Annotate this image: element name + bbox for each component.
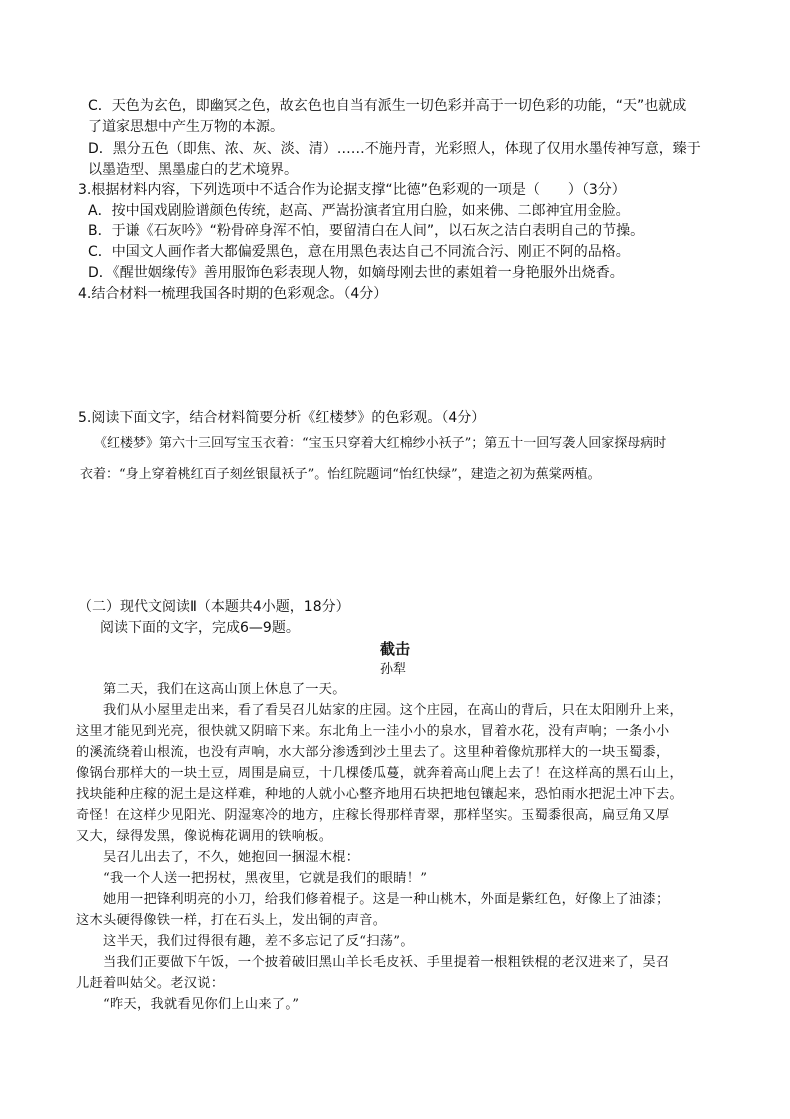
q4-stem: 4.结合材料一梳理我国各时期的色彩观念。（4分） xyxy=(78,286,388,302)
story-paragraph-line: 这半天，我们过得很有趣，差不多忘记了反“扫荡”。 xyxy=(103,934,414,949)
story-paragraph-line: 的溪流绕着山根流，也没有声响，水大部分渗透到沙土里去了。这里种着像炕那样大的一块玉蜀黍， xyxy=(76,745,670,760)
q5-quote-line2: 衣着：“身上穿着桃红百子刻丝银鼠袄子”。怡红院题词“怡红快绿”，建造之初为蕉棠两植。 xyxy=(80,467,601,482)
story-paragraph-line: 找块能种庄稼的泥土是这样难，种地的人就小心整齐地用石块把地包镶起来，恐怕雨水把泥土冲下去。 xyxy=(76,787,683,802)
story-paragraph-line: 她用一把锋利明亮的小刀，给我们修着棍子。这是一种山桃木，外面是紫红色，好像上了油漆； xyxy=(103,892,670,907)
q3-option-d: D．《醒世姻缘传》善用服饰色彩表现人物，如嫡母刚去世的素姐着一身艳服外出烧香。 xyxy=(88,265,624,281)
q3-option-b: B．于谦《石灰吟》“粉骨碎身浑不怕，要留清白在人间”，以石灰之洁白表明自己的节操。 xyxy=(88,223,645,239)
q3-option-c: C．中国文人画作者大都偏爱黑色，意在用黑色表达自己不同流合污、刚正不阿的品格。 xyxy=(88,244,630,260)
story-title: 截击 xyxy=(380,640,411,658)
q2-option-d-line1: D．黑分五色（即焦、浓、灰、淡、清）……不施丹青，光彩照人，体现了仅用水墨传神写意，臻于 xyxy=(88,141,701,157)
q2-option-c-line1: C．天色为玄色，即幽冥之色，故玄色也自当有派生一切色彩并高于一切色彩的功能，“天”也就成 xyxy=(88,98,687,114)
section-heading: （二）现代文阅读Ⅱ（本题共4小题，18分） xyxy=(78,599,350,615)
story-paragraph-line: 又大，绿得发黑，像说梅花调用的铁响板。 xyxy=(76,829,333,844)
story-paragraph-line: 吴召儿出去了，不久，她抱回一捆湿木棍： xyxy=(103,850,360,865)
story-paragraph-line: “我一个人送一把拐杖，黑夜里，它就是我们的眼睛！” xyxy=(103,871,428,886)
story-author: 孙犁 xyxy=(380,662,407,677)
q2-option-c-line2: 了道家思想中产生万物的本源。 xyxy=(88,119,284,135)
story-paragraph-line: 像锅台那样大的一块土豆，周围是扁豆，十几棵倭瓜蔓，就奔着高山爬上去了！在这样高的黑石山上， xyxy=(76,766,683,781)
story-paragraph-line: 这木头硬得像铁一样，打在石头上，发出铜的声音。 xyxy=(76,913,387,928)
story-paragraph-line: 这里才能见到光亮，很快就又阴暗下来。东北角上一洼小小的泉水，冒着水花，没有声响；一条小小 xyxy=(76,724,670,739)
q3-stem: 3.根据材料内容，下列选项中不适合作为论据支撑“比德”色彩观的一项是（ ）（3分） xyxy=(78,182,626,198)
story-paragraph-line: 我们从小屋里走出来，看了看吴召儿姑家的庄园。这个庄园，在高山的背后，只在太阳刚升上来， xyxy=(103,703,683,718)
section-instruction: 阅读下面的文字，完成6—9题。 xyxy=(100,620,300,636)
story-paragraph-line: 当我们正要做下午饭，一个披着破旧黑山羊长毛皮袄、手里提着一根粗铁棍的老汉进来了，吴召 xyxy=(103,955,670,970)
q5-quote-line1: 《红楼梦》第六十三回写宝玉衣着：“宝玉只穿着大红棉纱小袄子”；第五十一回写袭人回家探母病时 xyxy=(94,436,667,451)
q2-option-d-line2: 以墨造型、黑墨虚白的艺术境界。 xyxy=(88,162,298,178)
q5-stem: 5.阅读下面文字，结合材料简要分析《红楼梦》的色彩观。（4分） xyxy=(78,410,486,426)
story-paragraph-line: “昨天，我就看见你们上山来了。” xyxy=(103,997,300,1012)
story-paragraph-line: 第二天，我们在这高山顶上休息了一天。 xyxy=(103,682,346,697)
story-paragraph-line: 奇怪！在这样少见阳光、阴湿寒冷的地方，庄稼长得那样青翠，那样坚实。玉蜀黍很高，扁豆角又厚 xyxy=(76,808,670,823)
q3-option-a: A．按中国戏剧脸谱颜色传统，赵高、严嵩扮演者宜用白脸，如来佛、二郎神宜用金脸。 xyxy=(88,203,630,219)
story-paragraph-line: 儿赶着叫姑父。老汉说： xyxy=(76,976,225,991)
